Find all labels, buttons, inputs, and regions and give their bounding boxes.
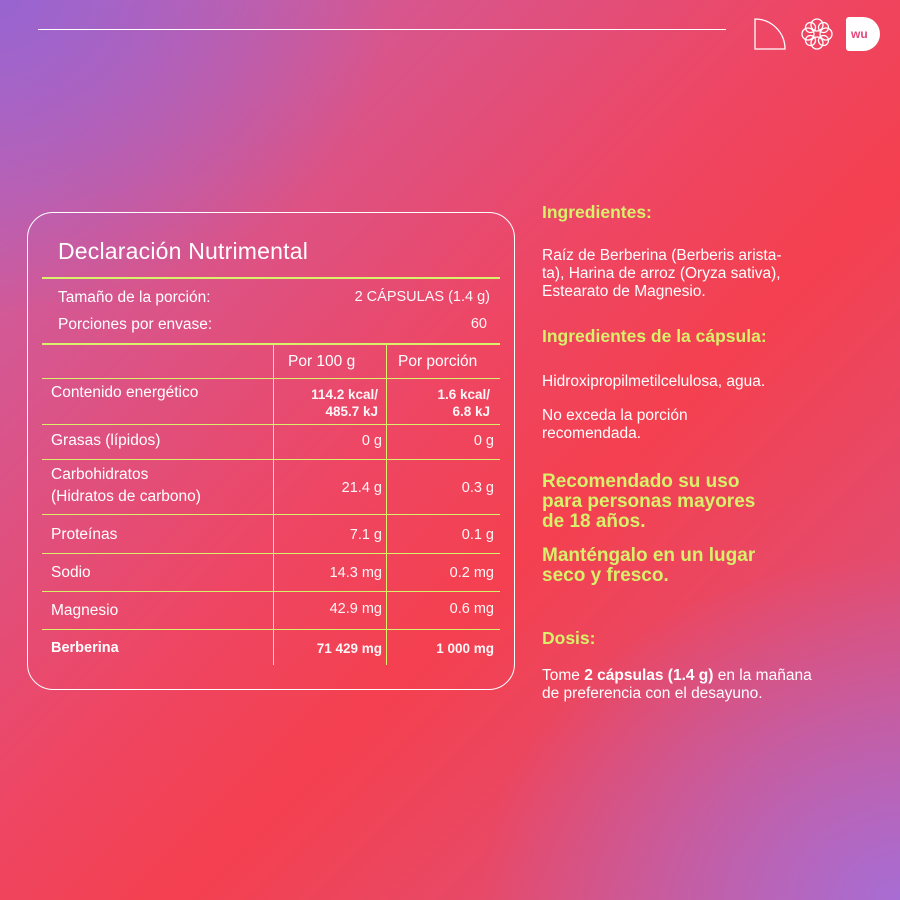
- col-divider: [273, 343, 274, 665]
- brand-logo-text: wu: [851, 27, 868, 41]
- warning-line: No exceda la porción: [542, 407, 688, 424]
- serving-size-value: 2 CÁPSULAS (1.4 g): [354, 289, 490, 305]
- rule: [42, 553, 500, 554]
- row-perserving: 0 g: [473, 433, 494, 449]
- rule: [42, 277, 500, 279]
- row-perserving: 0.3 g: [461, 480, 494, 496]
- capsule-heading: Ingredientes de la cápsula:: [542, 326, 767, 346]
- warning-text: [542, 407, 882, 443]
- row-perserving: 0.6 mg: [449, 601, 494, 617]
- brand-logo: [846, 17, 880, 51]
- row-per100: 21.4 g: [341, 480, 382, 496]
- dosage-post: en la mañana: [713, 667, 812, 684]
- col-divider: [386, 343, 387, 665]
- warning-line: recomendada.: [542, 425, 642, 442]
- header-logos: [752, 16, 880, 52]
- energy-kcal-per100: 114.2 kcal/: [311, 387, 378, 402]
- row-label: Magnesio: [51, 602, 119, 619]
- row-label: Sodio: [51, 564, 91, 581]
- storage-line: seco y fresco.: [542, 565, 669, 586]
- row-label: Contenido energético: [51, 384, 199, 401]
- row-label: Grasas (lípidos): [51, 432, 161, 449]
- col-per100-header: Por 100 g: [288, 353, 356, 370]
- recommend-line: de 18 años.: [542, 511, 646, 532]
- rule: [42, 629, 500, 630]
- serving-size-label: Tamaño de la porción:: [58, 289, 211, 306]
- ingredients-line: ta), Harina de arroz (Oryza sativa),: [542, 265, 781, 282]
- dosage-line: de preferencia con el desayuno.: [542, 685, 763, 702]
- dosage-line: [542, 667, 882, 685]
- rule: [42, 343, 500, 345]
- row-perserving: [437, 386, 490, 420]
- energy-kj-perserving: 6.8 kJ: [452, 404, 490, 419]
- dosage-pre: Tome: [542, 667, 585, 684]
- dosage-text: [542, 667, 882, 703]
- row-label: Berberina: [51, 640, 119, 656]
- rule: [42, 424, 500, 425]
- row-perserving: 0.2 mg: [449, 565, 494, 581]
- capsule-text: Hidroxipropilmetilcelulosa, agua.: [542, 373, 766, 390]
- flower-icon: [800, 17, 834, 51]
- quarter-shape-icon: [752, 16, 788, 52]
- row-per100: 7.1 g: [349, 527, 382, 543]
- row-per100: 0 g: [361, 433, 382, 449]
- energy-kcal-perserving: 1.6 kcal/: [437, 387, 490, 402]
- ingredients-text: [542, 247, 882, 301]
- ingredients-heading: Ingredientes:: [542, 202, 652, 222]
- rule: [42, 591, 500, 592]
- row-label: Carbohidratos: [51, 466, 149, 483]
- col-perserving-header: Por porción: [398, 353, 478, 370]
- ingredients-line: Raíz de Berberina (Berberis arista-: [542, 247, 782, 264]
- storage-instructions: [542, 546, 882, 586]
- recommend-line: Recomendado su uso: [542, 471, 740, 492]
- rule: [42, 378, 500, 379]
- row-perserving: 0.1 g: [461, 527, 494, 543]
- rule: [42, 514, 500, 515]
- nutrition-title: Declaración Nutrimental: [58, 238, 309, 264]
- storage-line: Manténgalo en un lugar: [542, 545, 756, 566]
- energy-kj-per100: 485.7 kJ: [325, 404, 378, 419]
- row-per100: 14.3 mg: [329, 565, 382, 581]
- servings-value: 60: [470, 316, 487, 332]
- row-per100: 71 429 mg: [316, 641, 382, 656]
- recommend-line: para personas mayores: [542, 491, 756, 512]
- servings-label: Porciones por envase:: [58, 316, 213, 333]
- dosage-amount: 2 cápsulas (1.4 g): [584, 667, 714, 684]
- row-label-sub: (Hidratos de carbono): [51, 488, 201, 505]
- row-per100: 42.9 mg: [329, 601, 382, 617]
- top-divider: [38, 29, 726, 30]
- rule: [42, 459, 500, 460]
- ingredients-line: Estearato de Magnesio.: [542, 283, 706, 300]
- row-per100: [311, 386, 378, 420]
- age-recommendation: [542, 472, 882, 532]
- row-label: Proteínas: [51, 526, 118, 543]
- row-perserving: 1 000 mg: [436, 641, 494, 656]
- dosage-heading: Dosis:: [542, 628, 596, 648]
